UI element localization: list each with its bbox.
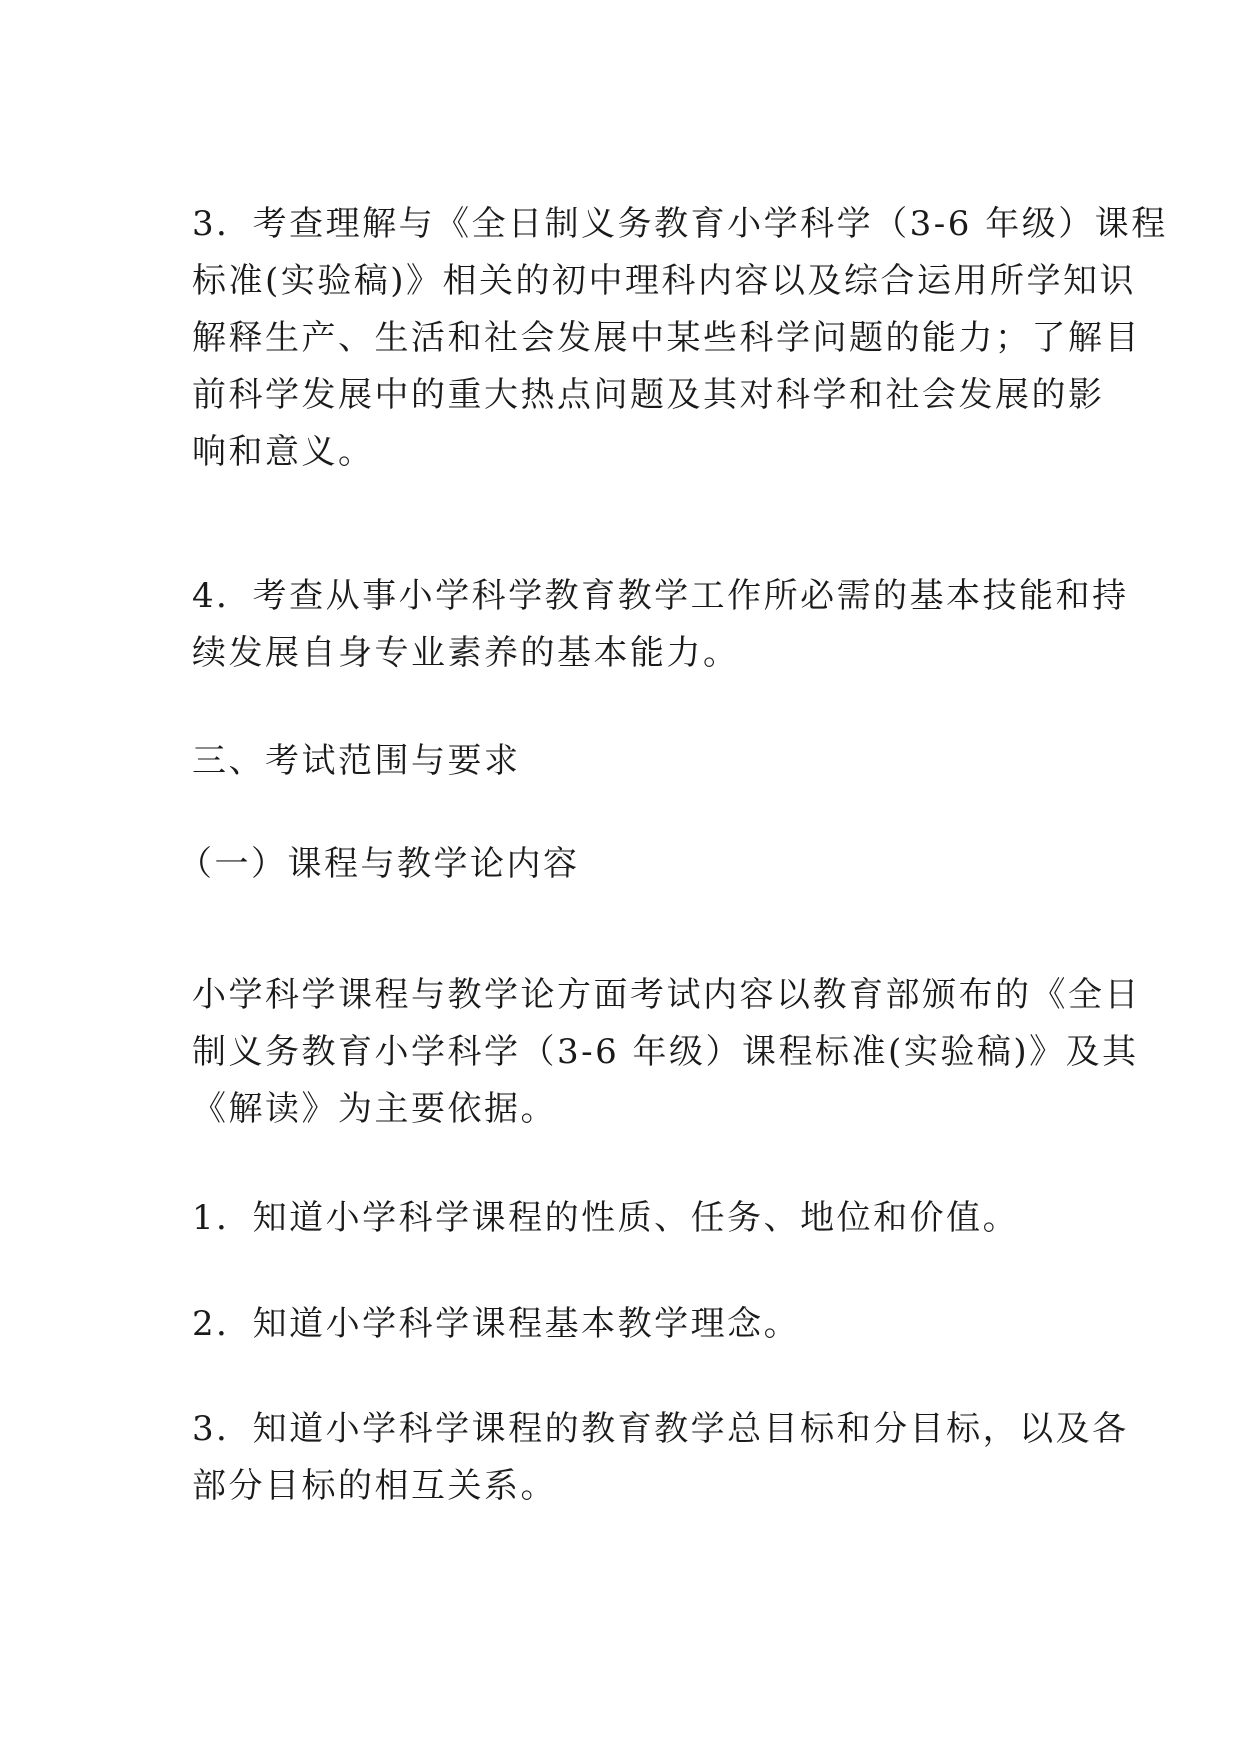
text-line: 部分目标的相互关系。 [192, 1466, 557, 1506]
subsection-heading [178, 836, 1046, 893]
text-line: 续发展自身专业素养的基本能力。 [192, 633, 740, 673]
text-line: 1．知道小学科学课程的性质、任务、地位和价值。 [192, 1198, 1020, 1238]
paragraph-req-2 [192, 1296, 1060, 1353]
subsection-title: （一）课程与教学论内容 [178, 844, 580, 884]
paragraph-item-4-goal [192, 568, 1129, 682]
section-heading [192, 733, 1060, 790]
text-line: 解释生产、生活和社会发展中某些科学问题的能力；了解目 [192, 318, 1141, 358]
text-line: 响和意义。 [192, 432, 375, 472]
text-line: 小学科学课程与教学论方面考试内容以教育部颁布的《全日 [192, 975, 1141, 1015]
paragraph-req-1 [192, 1190, 1060, 1247]
paragraph-req-3 [192, 1401, 1129, 1515]
text-line: 2．知道小学科学课程基本教学理念。 [192, 1304, 801, 1344]
text-line: 制义务教育小学科学（3-6 年级）课程标准(实验稿)》及其 [192, 1032, 1139, 1072]
text-line: 前科学发展中的重大热点问题及其对科学和社会发展的影 [192, 375, 1105, 415]
paragraph-item-3-goal [192, 196, 1168, 481]
text-line: 3．知道小学科学课程的教育教学总目标和分目标，以及各 [192, 1409, 1129, 1449]
text-line: 4．考查从事小学科学教育教学工作所必需的基本技能和持 [192, 576, 1129, 616]
text-line: 3．考查理解与《全日制义务教育小学科学（3-6 年级）课程 [192, 204, 1168, 244]
section-title: 三、考试范围与要求 [192, 741, 521, 781]
text-line: 《解读》为主要依据。 [192, 1089, 557, 1129]
paragraph-intro [192, 967, 1141, 1138]
text-line: 标准(实验稿)》相关的初中理科内容以及综合运用所学知识 [192, 261, 1137, 301]
